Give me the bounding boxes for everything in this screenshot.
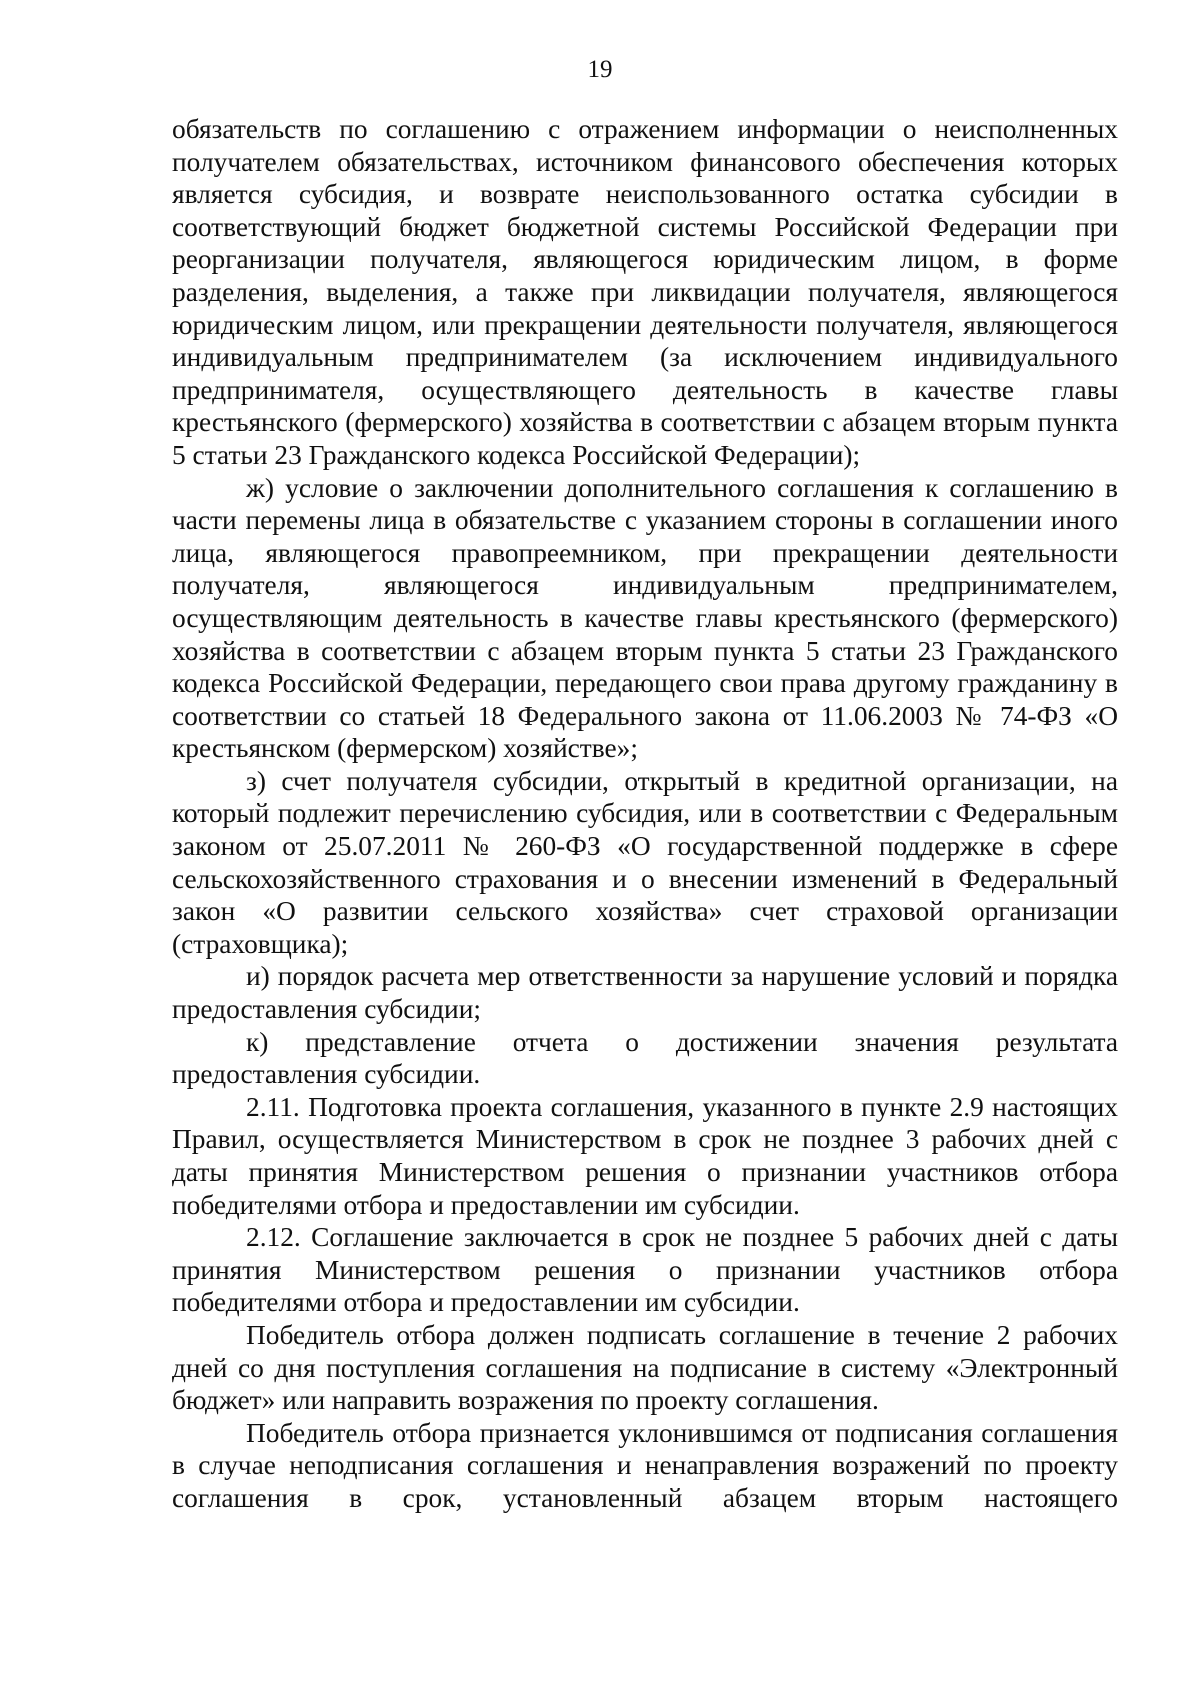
paragraph: к) представление отчета о достижении значения результата предоставления субсидии. xyxy=(172,1026,1118,1090)
paragraph: обязательств по соглашению с отражением информации о неисполненных получателем обязательствах, источником финансового обеспечения которых является субсидия, и возврате неиспользованного остатка субсидии в соответствующий бюджет бюджетной системы Российской Федерации при реорганизации получателя, являющегося юридическим лицом, в форме разделения, выделения, а также при ликвидации получателя, являющегося юридическим лицом, или прекращении деятельности получателя, являющегося индивидуальным предпринимателем (за исключением индивидуального предпринимателя, осуществляющего деятельность в качестве главы крестьянского (фермерского) хозяйства в соответствии с абзацем вторым пункта 5 статьи 23 Гражданского кодекса Российской Федерации); xyxy=(172,114,1118,470)
paragraph: ж) условие о заключении дополнительного соглашения к соглашению в части перемены лица в обязательстве с указанием стороны в соглашении иного лица, являющегося правопреемником, при прекращении деятельности получателя, являющегося индивидуальным предпринимателем, осуществляющим деятельность в качестве главы крестьянского (фермерского) хозяйства в соответствии с абзацем вторым пункта 5 статьи 23 Гражданского кодекса Российской Федерации, передающего свои права другому гражданину в соответствии со статьей 18 Федерального закона от 11.06.2003 № 74-ФЗ «О крестьянском (фермерском) хозяйстве»; xyxy=(172,472,1118,764)
paragraph: Победитель отбора должен подписать соглашение в течение 2 рабочих дней со дня поступления соглашения на подписание в систему «Электронный бюджет» или направить возражения по проекту соглашения. xyxy=(172,1319,1118,1416)
paragraph: и) порядок расчета мер ответственности за нарушение условий и порядка предоставления субсидии; xyxy=(172,961,1118,1025)
page-number: 19 xyxy=(587,56,613,83)
paragraph-last: Победитель отбора признается уклонившимся от подписания соглашения в случае неподписания соглашения и ненаправления возражений по проекту соглашения в срок, установленный абзацем вторым настоящего xyxy=(172,1417,1118,1513)
paragraph: 2.11. Подготовка проекта соглашения, указанного в пункте 2.9 настоящих Правил, осуществляется Министерством в срок не позднее 3 рабочих дней с даты принятия Министерством решения о признании участников отбора победителями отбора и предоставлении им субсидии. xyxy=(172,1091,1118,1220)
document-body xyxy=(172,113,1118,1515)
paragraph: 2.12. Соглашение заключается в срок не позднее 5 рабочих дней с даты принятия Министерством решения о признании участников отбора победителями отбора и предоставлении им субсидии. xyxy=(172,1222,1118,1318)
paragraph: з) счет получателя субсидии, открытый в кредитной организации, на который подлежит перечислению субсидия, или в соответствии с Федеральным законом от 25.07.2011 № 260-ФЗ «О государственной поддержке в сфере сельскохозяйственного страхования и о внесении изменений в Федеральный закон «О развитии сельского хозяйства» счет страховой организации (страховщика); xyxy=(172,765,1118,959)
